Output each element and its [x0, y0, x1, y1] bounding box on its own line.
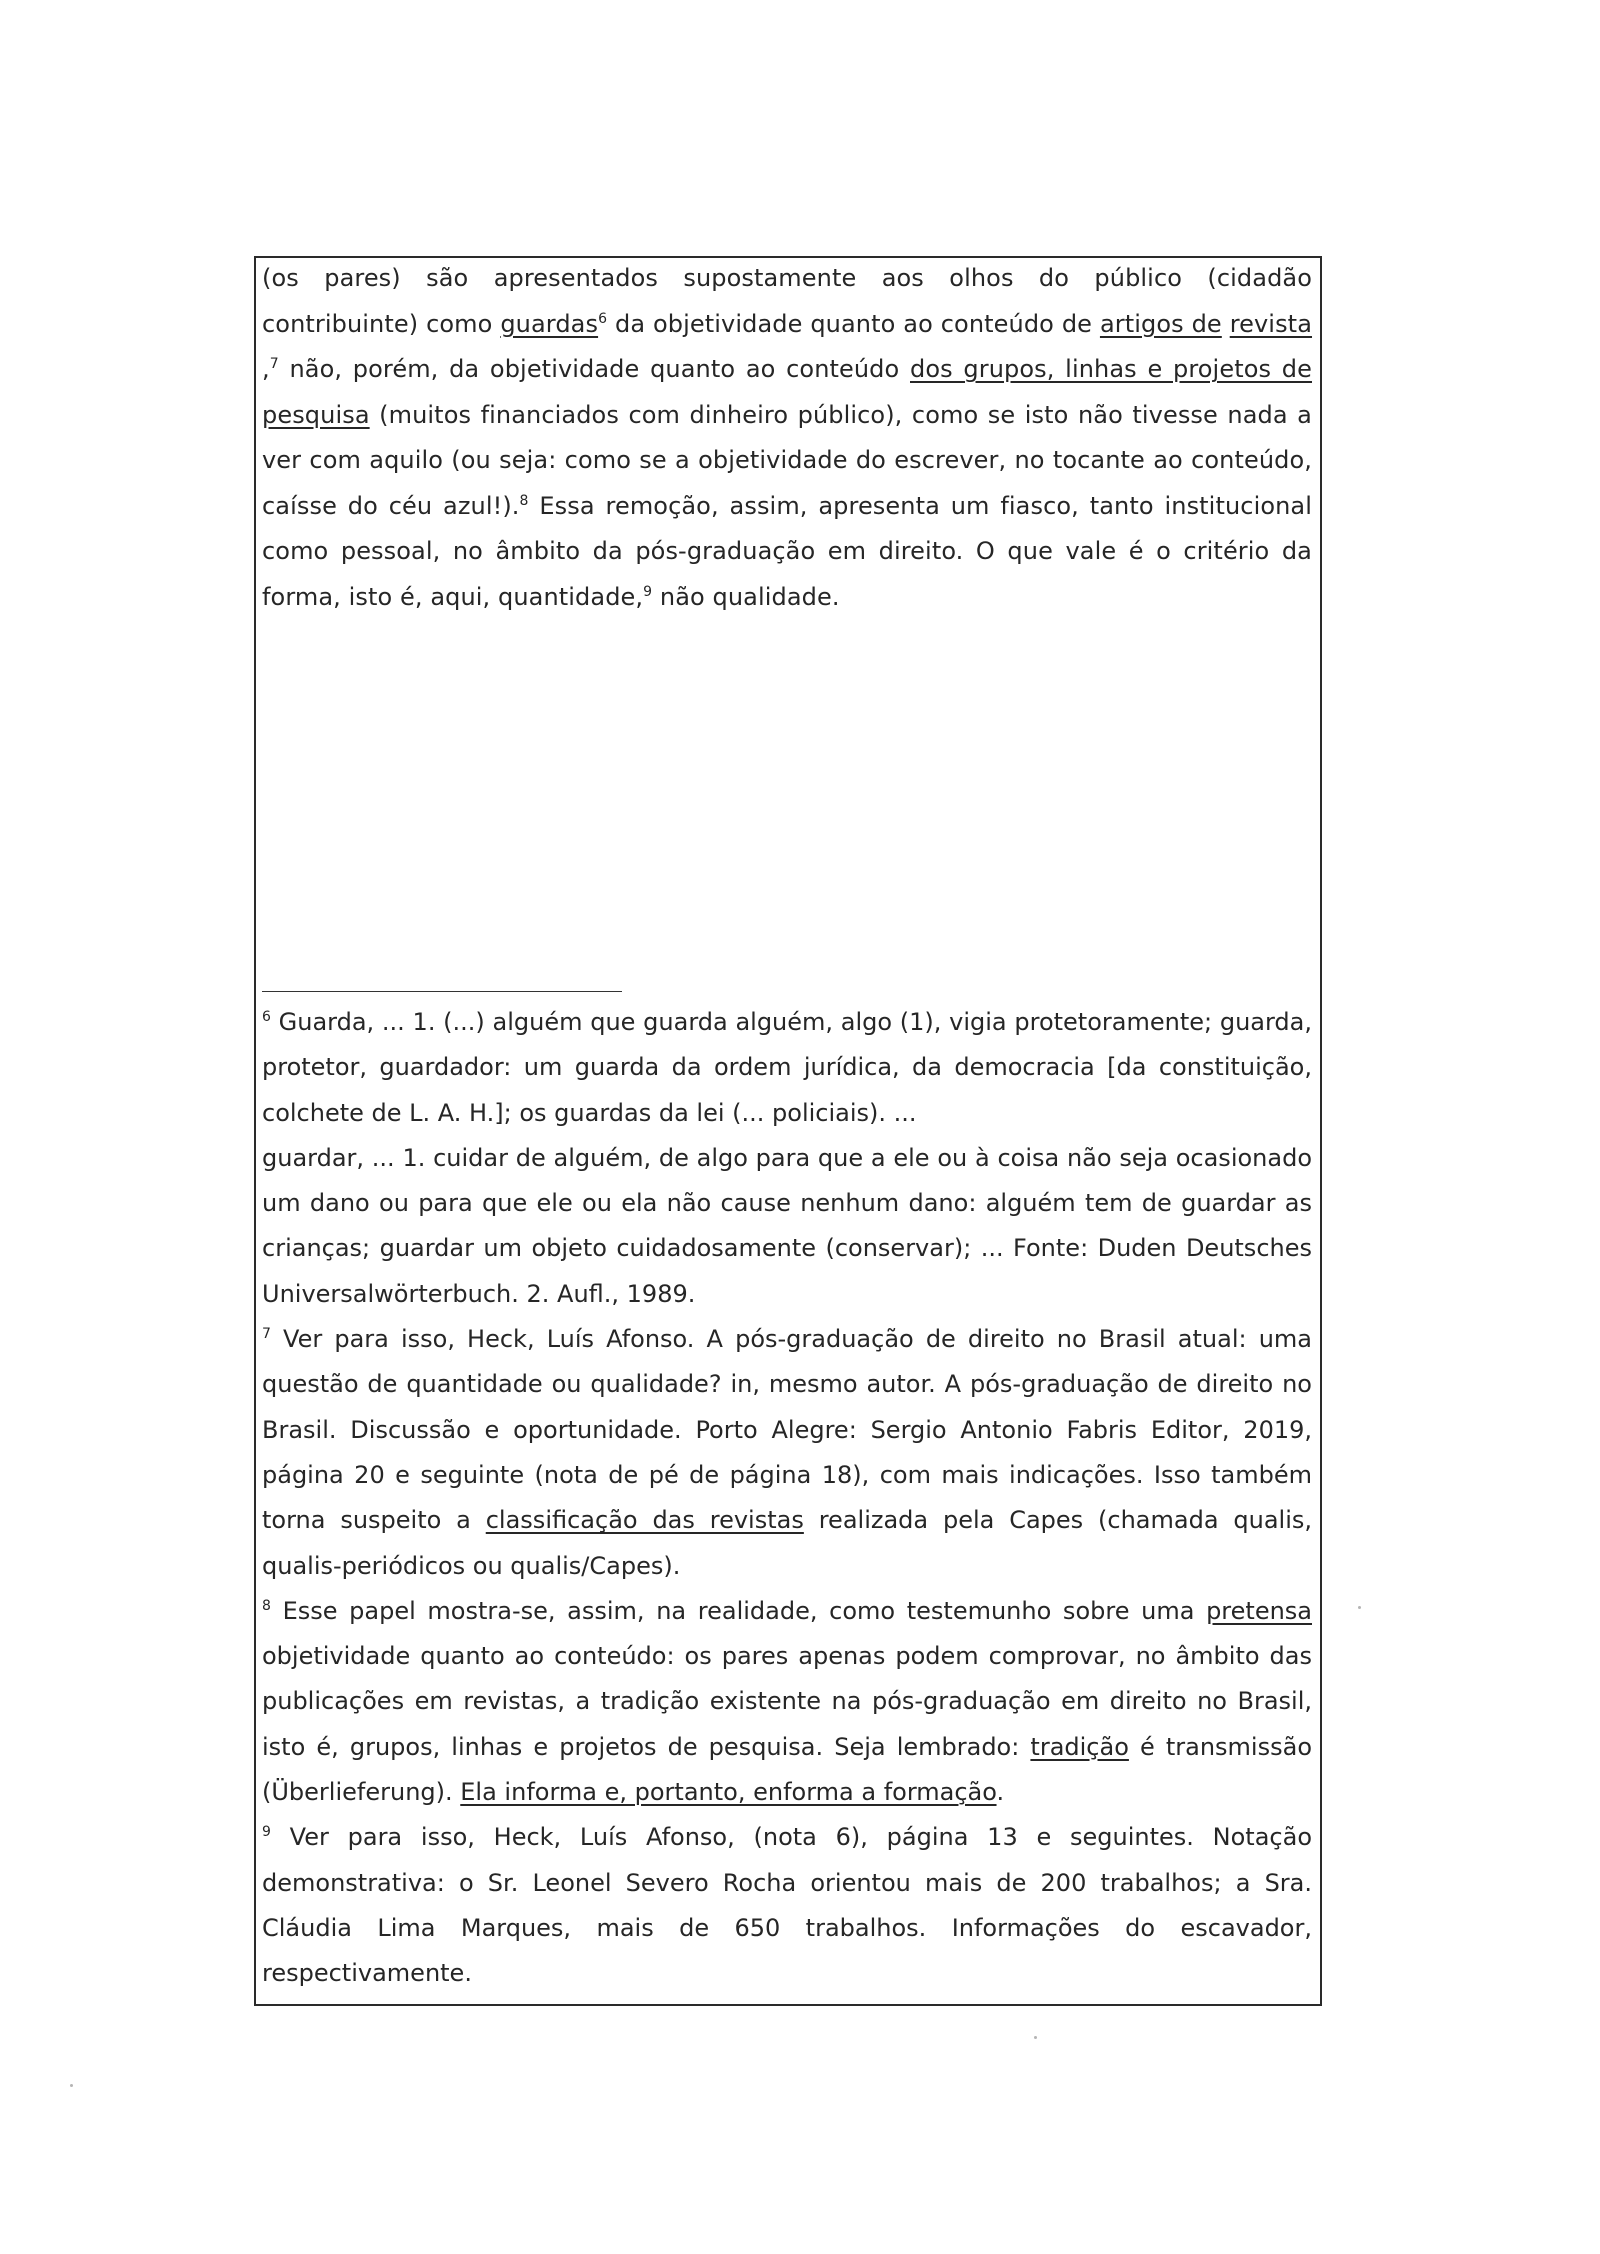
- footnote-number: 7: [262, 1326, 271, 1343]
- footnote-text: Guarda, ... 1. (...) alguém que guarda alguém, algo (1), vigia protetoramente; guarda, protetor, guardador: um guarda da ordem jurídica, da democracia [da constituição, colchete de L. A. H.]; os guardas da lei (... policiais). ...: [262, 1008, 1312, 1127]
- footnote-ref[interactable]: 8: [519, 492, 529, 509]
- scan-speck: [1358, 1606, 1361, 1609]
- text-run: (muitos financiados com dinheiro público), como se isto não tivesse nada a ver com aquilo (ou seja: como se a objetividade do escrever, no tocante ao conteúdo, caísse do céu azul!).: [262, 400, 1312, 520]
- footnote-text: .: [996, 1778, 1005, 1807]
- underlined-term: Ela informa e, portanto, enforma a formação: [460, 1778, 997, 1807]
- footnote-6: [262, 1000, 1312, 1136]
- underlined-term: classificação das revistas: [485, 1506, 804, 1535]
- text-run: Essa remoção, assim, apresenta um fiasco, tanto institucional como pessoal, no âmbito da pós-graduação em direito. O que vale é o critério da forma, isto é, aqui, quantidade,: [262, 491, 1313, 611]
- footnotes: [262, 1000, 1312, 1997]
- underlined-term: artigos de: [1099, 309, 1222, 338]
- underlined-term: revista: [1229, 309, 1313, 338]
- underlined-term: guardas: [500, 309, 599, 338]
- text-run: da objetividade quanto ao conteúdo de: [607, 309, 1100, 338]
- underlined-term: dos grupos, linhas e projetos de pesquisa: [262, 355, 1312, 429]
- footnote-text: é transmissão (Überlieferung).: [262, 1732, 1312, 1807]
- footnote-text: Ver para isso, Heck, Luís Afonso, (nota 6), página 13 e seguintes. Notação demonstrativa: o Sr. Leonel Severo Rocha orientou mais de 200 trabalhos; a Sra. Cláudia Lima Marques, mais de 650 trabalhos. Informações do escavador, respectivamente.: [262, 1823, 1312, 1988]
- footnote-8: [262, 1589, 1312, 1815]
- text-run: não, porém, da objetividade quanto ao conteúdo: [278, 355, 910, 383]
- footnote-ref[interactable]: 7: [269, 356, 279, 372]
- footnote-number: 8: [262, 1597, 271, 1614]
- scan-speck: [70, 2084, 73, 2087]
- main-paragraph: [262, 256, 1312, 620]
- footnote-text: Ver para isso, Heck, Luís Afonso. A pós-graduação de direito no Brasil atual: uma questão de quantidade ou qualidade? in, mesmo autor. A pós-graduação de direito no Brasil. Discussão e oportunidade. Porto Alegre: Sergio Antonio Fabris Editor, 2019, página 20 e seguinte (nota de pé de página 18), com mais indicações. Isso também torna suspeito a: [262, 1325, 1312, 1535]
- underlined-term: pretensa: [1206, 1596, 1312, 1625]
- text-run: (os pares) são apresentados supostamente aos olhos do público (cidadão contribuinte) como: [262, 264, 1312, 338]
- footnote-9: [262, 1815, 1312, 1996]
- footnote-6-continued: [262, 1136, 1312, 1317]
- footnote-text: realizada pela Capes (chamada qualis, qualis-periódicos ou qualis/Capes).: [262, 1506, 1313, 1580]
- footnote-separator: [262, 991, 622, 992]
- footnote-number: 9: [262, 1824, 271, 1841]
- footnote-7: [262, 1317, 1312, 1589]
- footnote-text: Esse papel mostra-se, assim, na realidade, como testemunho sobre uma: [270, 1596, 1207, 1625]
- footnote-text: guardar, ... 1. cuidar de alguém, de algo para que a ele ou à coisa não seja ocasionado um dano ou para que ele ou ela não cause nenhum dano: alguém tem de guardar as crianças; guardar um objeto cuidadosamente (conservar); ... Fonte: Duden Deutsches Universalwörterbuch. 2. Aufl., 1989.: [262, 1143, 1312, 1308]
- footnote-text: objetividade quanto ao conteúdo: os pares apenas podem comprovar, no âmbito das publicações em revistas, a tradição existente na pós-graduação em direito no Brasil, isto é, grupos, linhas e projetos de pesquisa. Seja lembrado:: [262, 1642, 1312, 1761]
- footnote-ref[interactable]: 6: [598, 310, 608, 327]
- text-run: não qualidade.: [652, 582, 840, 611]
- text-run: ,: [262, 355, 270, 383]
- footnote-ref[interactable]: 9: [643, 583, 653, 600]
- scan-speck: [1034, 2036, 1037, 2039]
- text-run: [1222, 310, 1230, 338]
- underlined-term: tradição: [1030, 1732, 1129, 1761]
- footnote-number: 6: [262, 1009, 271, 1025]
